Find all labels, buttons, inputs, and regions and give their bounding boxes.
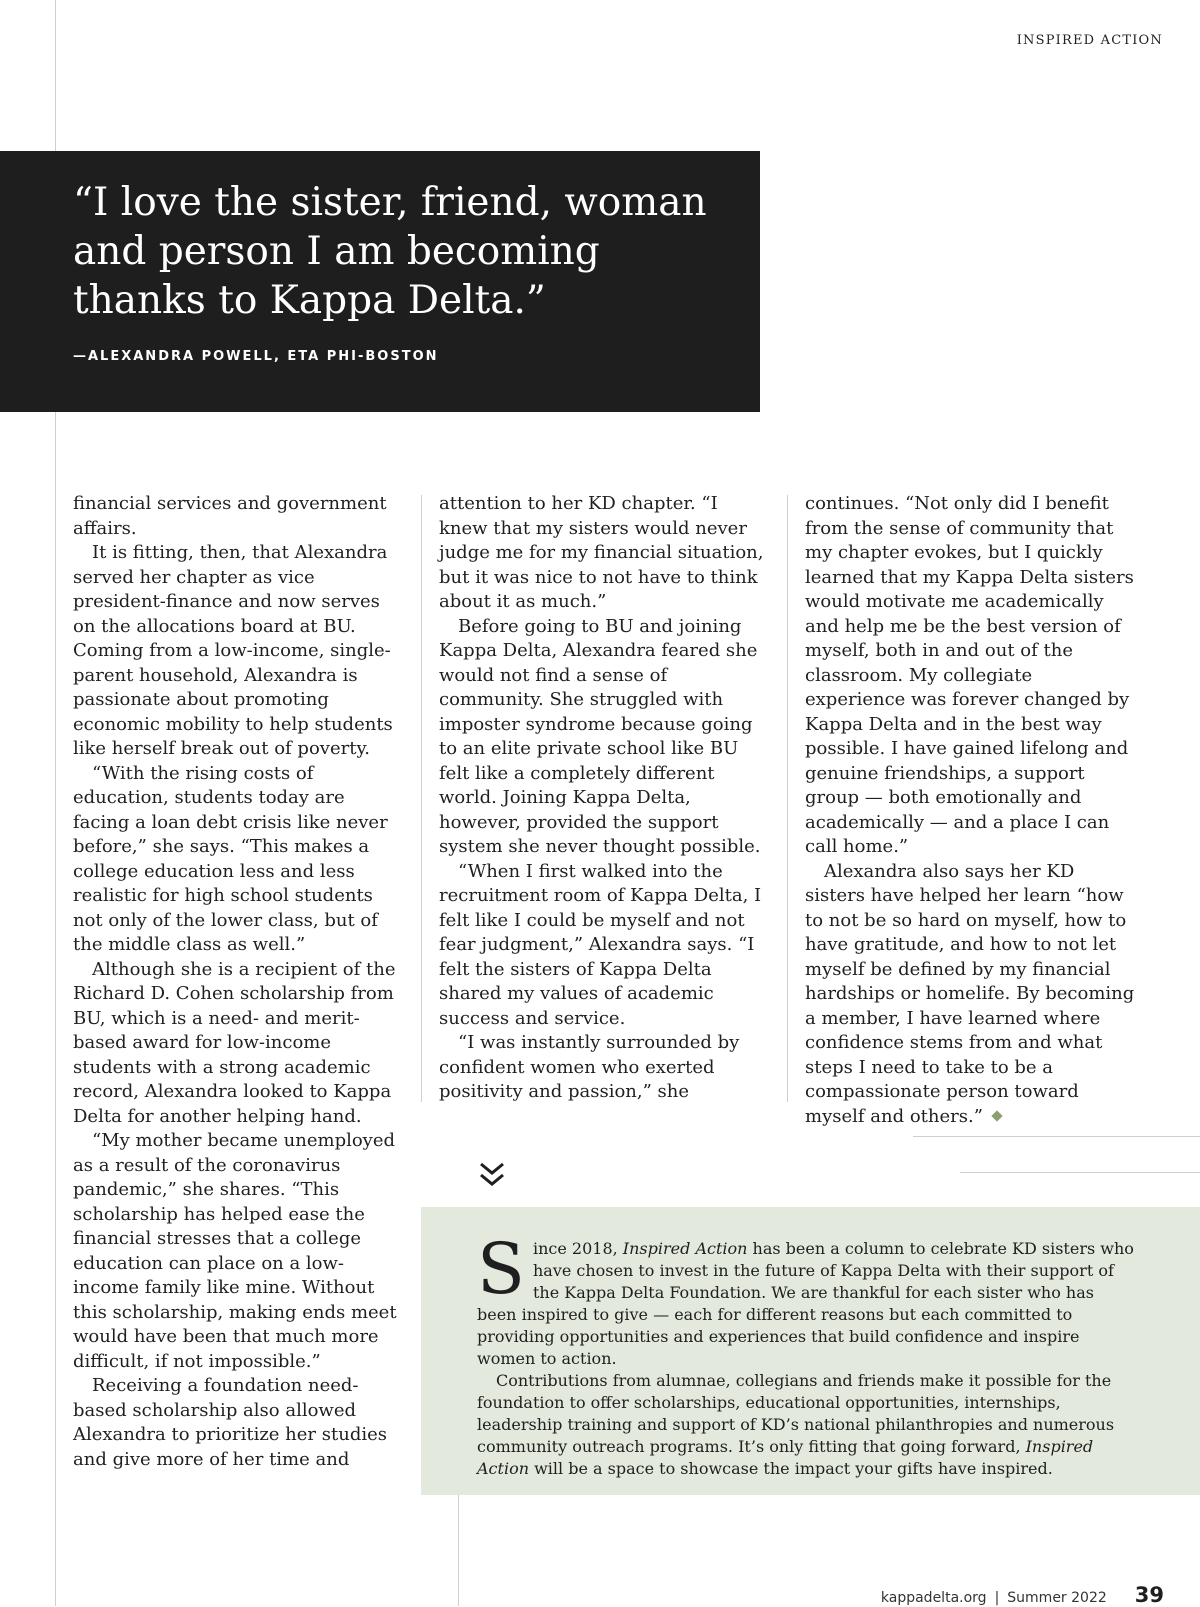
column-name: Inspired Action: [477, 1437, 1094, 1478]
paragraph-text: Alexandra also says her KD sisters have helped her learn “how to not be so hard on myself, how to have gratitude, and how to not let myself be defined by my financial hardships or homelife. By becoming a member, I have learned where confidence stems from and what steps I need to take to be a compassionate person toward myself and others.”: [805, 860, 1135, 1127]
bottom-center-rule: [458, 1495, 459, 1606]
paragraph: It is fitting, then, that Alexandra served her chapter as vice president-finance and now serves on the allocations board at BU. Coming from a low-income, single-parent household, Alexandra is passionate about promoting economic mobility to help students like herself break out of poverty.: [73, 542, 393, 759]
footer-website: kappadelta.org: [880, 1590, 987, 1606]
paragraph: “My mother became unemployed as a result of the coronavirus pandemic,” she shares. “This scholarship has helped ease the financial stresses that a college education can place on a low-income family like mine. Without this scholarship, making ends meet would have been that much more difficult, if not impossible.”: [73, 1130, 397, 1372]
paragraph: financial services and government affairs.: [73, 493, 387, 539]
callout-text-run: will be a space to showcase the impact your gifts have inspired.: [529, 1459, 1053, 1478]
callout-paragraph-1: [477, 1228, 1137, 1370]
paragraph: Although she is a recipient of the Richard D. Cohen scholarship from BU, which is a need- and merit-based award for low-income students with a strong academic record, Alexandra looked to Kappa Delta for another helping hand.: [73, 958, 396, 1127]
paragraph: continues. “Not only did I benefit from the sense of community that my chapter evokes, but I quickly learned that my Kappa Delta sisters would motivate me academically and help me be the best version of myself, both in and out of the classroom. My collegiate experience was forever changed by Kappa Delta and in the best way possible. I have gained lifelong and genuine friendships, a support group — both emotionally and academically — and a place I can call home.”: [805, 493, 1134, 857]
article-column-2: [439, 492, 769, 1105]
paragraph: “When I first walked into the recruitment room of Kappa Delta, I felt like I could be myself and not fear judgment,” Alexandra says. “I felt the sisters of Kappa Delta shared my values of academic success and service.: [439, 860, 762, 1029]
paragraph: [805, 860, 1135, 1130]
article-column-1: [73, 492, 403, 1472]
pull-quote-text: “I love the sister, friend, woman and person I am becoming thanks to Kappa Delta.”: [73, 180, 707, 323]
end-rule-2: [960, 1172, 1200, 1173]
paragraph: “I was instantly surrounded by confident women who exerted positivity and passion,” she: [439, 1032, 740, 1102]
footer-issue: Summer 2022: [1007, 1590, 1107, 1606]
article-column-3: [805, 492, 1135, 1129]
column-divider: [787, 495, 788, 1102]
section-label: INSPIRED ACTION: [1016, 33, 1163, 48]
diamond-icon: [991, 1110, 1002, 1121]
callout-paragraph-2: [477, 1370, 1137, 1480]
column-name: Inspired Action: [622, 1239, 748, 1258]
footer-separator: |: [994, 1590, 1000, 1606]
column-divider: [421, 495, 422, 1102]
callout-text-run: has been a column to celebrate KD sisters who have chosen to invest in the future of Kappa Delta with their support of the Kappa Delta Foundation. We are thankful for each sister who has been inspired to give — each for different reasons but each committed to providing opportunities and experiences that build confidence and inspire women to action.: [477, 1239, 1134, 1368]
pull-quote-attribution: —ALEXANDRA POWELL, ETA PHI-BOSTON: [73, 349, 439, 364]
paragraph: attention to her KD chapter. “I knew that my sisters would never judge me for my financial situation, but it was nice to not have to think about it as much.”: [439, 493, 764, 612]
paragraph: Receiving a foundation need-based scholarship also allowed Alexandra to prioritize her studies and give more of her time and: [73, 1375, 387, 1470]
callout-text-run: ince 2018,: [532, 1239, 623, 1258]
drop-cap: S: [477, 1228, 525, 1310]
footer: [881, 1583, 1164, 1607]
paragraph: Before going to BU and joining Kappa Delta, Alexandra feared she would not find a sense of community. She struggled with imposter syndrome because going to an elite private school like BU felt like a completely different world. Joining Kappa Delta, however, provided the support system she never thought possible.: [439, 615, 761, 857]
end-rule-1: [913, 1136, 1200, 1137]
double-chevron-down-icon: [478, 1160, 506, 1192]
page-number: 39: [1134, 1583, 1164, 1607]
callout-text-run: Contributions from alumnae, collegians and friends make it possible for the foundation to offer scholarships, educational opportunities, internships, leadership training and support of KD’s national philanthropies and numerous community outreach programs. It’s only fitting that going forward,: [477, 1371, 1115, 1456]
callout-text: [477, 1228, 1137, 1480]
paragraph: “With the rising costs of education, students today are facing a loan debt crisis like never before,” she says. “This makes a college education less and less realistic for high school students not only of the lower class, but of the middle class as well.”: [73, 762, 388, 955]
